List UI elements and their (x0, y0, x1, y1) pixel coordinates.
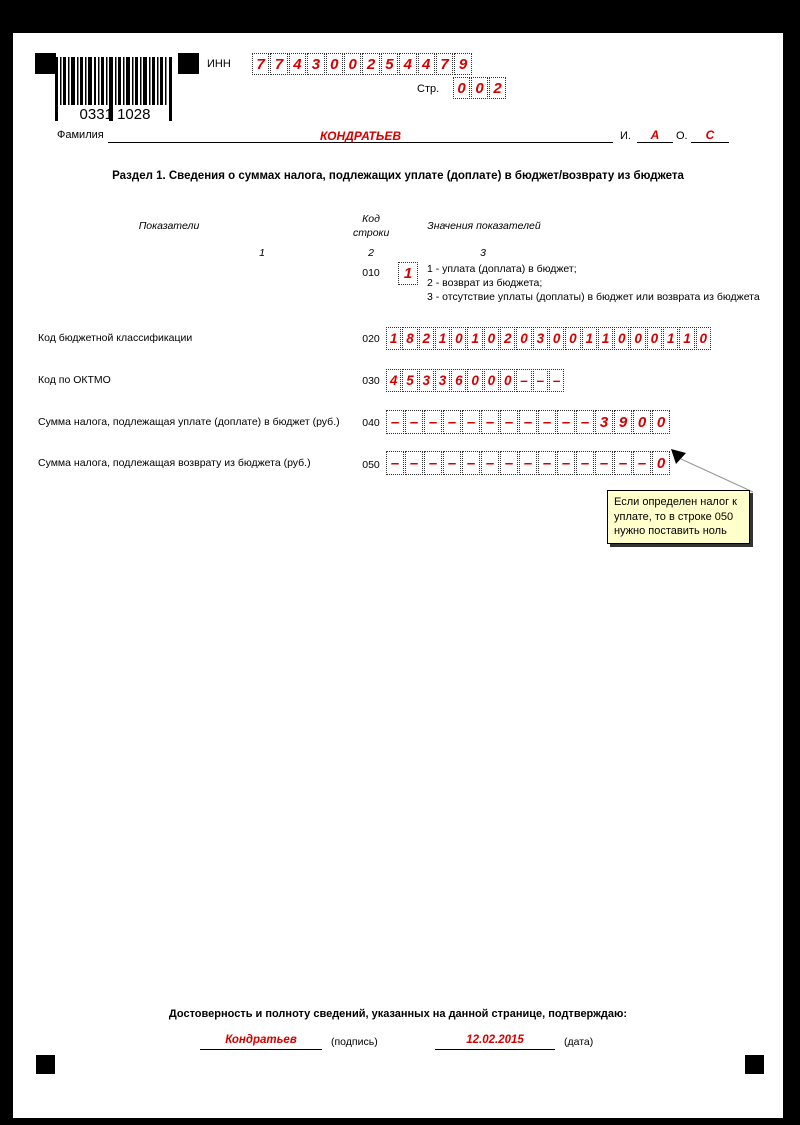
row-020-code: 020 (362, 333, 380, 345)
field-cell[interactable]: – (519, 451, 537, 475)
field-cell[interactable]: 0 (467, 369, 482, 392)
field-cell[interactable]: – (405, 451, 423, 475)
field-cell[interactable]: 0 (630, 327, 645, 350)
field-cell[interactable]: 0 (516, 327, 531, 350)
field-cell[interactable]: 9 (614, 410, 632, 434)
col3-header: Значения показателей (427, 220, 541, 232)
field-cell[interactable]: 3 (533, 327, 548, 350)
field-cell[interactable]: 0 (647, 327, 662, 350)
field-cell[interactable]: – (462, 451, 480, 475)
middle-initial-value[interactable]: С (705, 128, 715, 142)
signature-line (200, 1049, 322, 1050)
field-cell[interactable]: 3 (419, 369, 434, 392)
field-cell[interactable]: 0 (344, 53, 361, 75)
row-050-label: Сумма налога, подлежащая возврату из бюджета (руб.) (38, 457, 311, 469)
field-cell[interactable]: 7 (252, 53, 269, 75)
section-title: Раздел 1. Сведения о суммах налога, подлежащих уплате (доплате) в бюджет/возврату из бюджета (112, 170, 684, 182)
field-cell[interactable]: 0 (549, 327, 564, 350)
date-value[interactable]: 12.02.2015 (466, 1034, 524, 1046)
col3-number: 3 (480, 247, 486, 259)
field-cell[interactable]: 1 (386, 327, 401, 350)
field-cell[interactable]: 1 (598, 327, 613, 350)
signature-caption: (подпись) (331, 1036, 378, 1048)
field-cell[interactable]: 0 (696, 327, 711, 350)
field-cell[interactable]: – (557, 451, 575, 475)
field-cell[interactable]: – (516, 369, 531, 392)
first-initial-value[interactable]: А (650, 128, 660, 142)
field-cell[interactable]: 2 (489, 77, 506, 99)
field-cell[interactable]: – (557, 410, 575, 434)
row-050-field[interactable] (386, 451, 671, 475)
first-initial-label: И. (620, 130, 631, 142)
field-cell[interactable]: 3 (595, 410, 613, 434)
field-cell[interactable]: 8 (402, 327, 417, 350)
field-cell[interactable]: 0 (326, 53, 343, 75)
col2-header: Код строки (353, 213, 390, 239)
field-cell[interactable]: – (481, 410, 499, 434)
field-cell[interactable]: 5 (402, 369, 417, 392)
field-cell[interactable]: 2 (500, 327, 515, 350)
first-initial-line (637, 142, 673, 143)
page-number-label: Стр. (417, 83, 440, 95)
field-cell[interactable]: 1 (679, 327, 694, 350)
registration-square-top-mid (178, 53, 199, 74)
field-cell[interactable]: 7 (436, 53, 453, 75)
registration-square-top-left (35, 53, 56, 74)
field-cell[interactable]: 4 (418, 53, 435, 75)
registration-square-bottom-right (745, 1055, 764, 1074)
field-cell[interactable]: – (576, 451, 594, 475)
field-cell[interactable]: 1 (467, 327, 482, 350)
date-caption: (дата) (564, 1036, 594, 1048)
row-010-field[interactable] (398, 262, 418, 285)
date-line (435, 1049, 555, 1050)
confirmation-statement: Достоверность и полноту сведений, указанных на данной странице, подтверждаю: (168, 1008, 628, 1020)
signature-value[interactable]: Кондратьев (225, 1034, 297, 1046)
field-cell[interactable]: – (500, 410, 518, 434)
field-cell[interactable]: 9 (454, 53, 471, 75)
field-cell[interactable]: 4 (386, 369, 401, 392)
field-cell[interactable]: – (633, 451, 651, 475)
surname-value[interactable]: КОНДРАТЬЕВ (319, 129, 402, 143)
field-cell[interactable]: – (538, 451, 556, 475)
row-040-label: Сумма налога, подлежащая уплате (доплате) в бюджет (руб.) (38, 416, 340, 428)
field-cell[interactable]: 1 (582, 327, 597, 350)
field-cell[interactable]: 0 (484, 327, 499, 350)
middle-initial-line (691, 142, 729, 143)
page-number-field[interactable] (453, 77, 507, 99)
row-020-field[interactable] (386, 327, 712, 350)
field-cell[interactable]: – (549, 369, 564, 392)
field-cell[interactable]: 5 (381, 53, 398, 75)
field-cell[interactable]: 7 (270, 53, 287, 75)
row-020-label: Код бюджетной классификации (38, 332, 193, 344)
field-cell[interactable]: – (386, 451, 404, 475)
form-sheet (13, 33, 783, 1118)
field-cell[interactable]: 0 (500, 369, 515, 392)
barcode-number: 0331 1028 (79, 106, 151, 123)
field-cell[interactable]: 0 (652, 410, 670, 434)
field-cell[interactable]: 3 (307, 53, 324, 75)
registration-square-bottom-left (36, 1055, 55, 1074)
field-cell[interactable]: – (424, 410, 442, 434)
field-cell[interactable]: 4 (399, 53, 416, 75)
barcode (55, 57, 175, 123)
field-cell[interactable]: 0 (484, 369, 499, 392)
field-cell[interactable]: 1 (398, 262, 418, 285)
field-cell[interactable]: 0 (451, 327, 466, 350)
col1-header: Показатели (138, 220, 200, 232)
row-040-field[interactable] (386, 410, 671, 434)
row-030-field[interactable] (386, 369, 565, 392)
field-cell[interactable]: 2 (362, 53, 379, 75)
row-050-code: 050 (362, 459, 380, 471)
field-cell[interactable]: 0 (453, 77, 470, 99)
field-cell[interactable]: – (386, 410, 404, 434)
field-cell[interactable]: – (538, 410, 556, 434)
field-cell[interactable]: – (462, 410, 480, 434)
field-cell[interactable]: 0 (471, 77, 488, 99)
row-010-legend-3: 3 - отсутствие уплаты (доплаты) в бюджет или возврата из бюджета (427, 291, 760, 303)
field-cell[interactable]: 0 (633, 410, 651, 434)
field-cell[interactable]: – (500, 451, 518, 475)
callout-connector (13, 33, 783, 1118)
surname-label: Фамилия (57, 129, 104, 141)
row-040-code: 040 (362, 417, 380, 429)
field-cell[interactable]: 6 (451, 369, 466, 392)
field-cell[interactable]: 0 (652, 451, 670, 475)
field-cell[interactable]: 3 (435, 369, 450, 392)
col2-number: 2 (368, 247, 374, 259)
field-cell[interactable]: 0 (614, 327, 629, 350)
col1-number: 1 (259, 247, 265, 259)
middle-initial-label: О. (676, 130, 688, 142)
row-010-legend-1: 1 - уплата (доплата) в бюджет; (427, 263, 577, 275)
field-cell[interactable]: – (614, 451, 632, 475)
field-cell[interactable]: – (533, 369, 548, 392)
inn-label: ИНН (207, 58, 231, 70)
field-cell[interactable]: – (481, 451, 499, 475)
field-cell[interactable]: – (576, 410, 594, 434)
row-010-code: 010 (362, 267, 380, 279)
field-cell[interactable]: – (443, 410, 461, 434)
field-cell[interactable]: – (443, 451, 461, 475)
field-cell[interactable]: – (595, 451, 613, 475)
inn-field[interactable] (252, 53, 473, 75)
field-cell[interactable]: – (405, 410, 423, 434)
field-cell[interactable]: 4 (289, 53, 306, 75)
callout-note: Если определен налог к уплате, то в строке 050 нужно поставить ноль (607, 490, 750, 544)
row-030-label: Код по ОКТМО (38, 374, 111, 386)
field-cell[interactable]: – (519, 410, 537, 434)
field-cell[interactable]: 1 (435, 327, 450, 350)
row-010-legend-2: 2 - возврат из бюджета; (427, 277, 543, 289)
row-030-code: 030 (362, 375, 380, 387)
field-cell[interactable]: 0 (565, 327, 580, 350)
field-cell[interactable]: 2 (419, 327, 434, 350)
field-cell[interactable]: 1 (663, 327, 678, 350)
field-cell[interactable]: – (424, 451, 442, 475)
